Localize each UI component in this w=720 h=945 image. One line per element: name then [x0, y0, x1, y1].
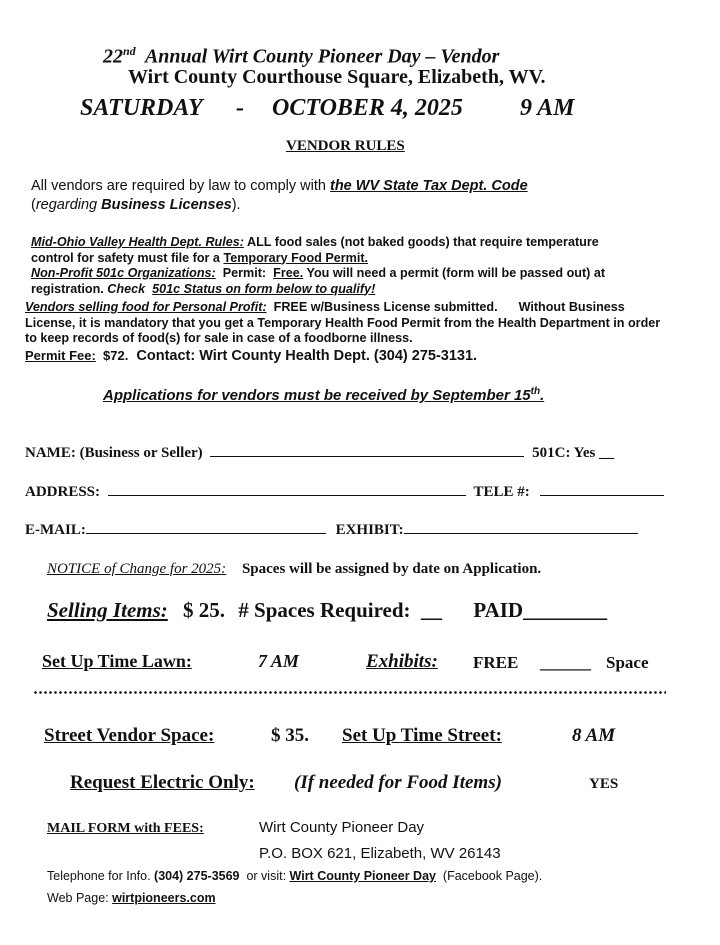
- exhibit-input-line[interactable]: [404, 533, 638, 534]
- tele-label: TELE #:: [473, 484, 530, 500]
- exhibits-label: Exhibits:: [366, 651, 438, 672]
- tax-paren-close: ).: [231, 197, 241, 213]
- tax-regarding: regarding: [35, 197, 102, 213]
- event-dash: -: [236, 95, 244, 121]
- exhibit-space-blank[interactable]: ______: [540, 653, 591, 672]
- contact-facebook: (Facebook Page).: [435, 869, 543, 883]
- name-label: NAME: (Business or Seller): [25, 445, 203, 461]
- mail-org: Wirt County Pioneer Day: [259, 819, 425, 836]
- name-field-row: [25, 445, 614, 462]
- permit-fee-label: Permit Fee:: [25, 348, 96, 363]
- event-date: OCTOBER 4, 2025: [272, 95, 463, 121]
- website-link[interactable]: wirtpioneers.com: [112, 891, 216, 905]
- email-field-row: [25, 522, 638, 539]
- profit-vendor-rules: [25, 300, 665, 347]
- event-time: 9 AM: [520, 95, 575, 121]
- setup-lawn-label: Set Up Time Lawn:: [42, 651, 192, 671]
- email-input-line[interactable]: [86, 533, 326, 534]
- nonprofit-text: You will need a permit (form will be passed out) at registration.: [31, 266, 606, 296]
- tele-input-line[interactable]: [540, 495, 664, 496]
- contact-phone: (304) 275-3569: [154, 869, 240, 883]
- profit-vendor-text: FREE w/Business License submitted. Without Business License, it is mandatory that you get a Temporary Health Food Permit from the Health Department in order to keep records of food(s) for sale in case of a foodborne illness.: [25, 300, 664, 345]
- title-text: Annual Wirt County Pioneer Day – Vendor: [135, 45, 500, 68]
- exhibit-space-label: Space: [606, 653, 649, 672]
- notice-label: NOTICE of Change for 2025:: [47, 561, 227, 577]
- contact-visit: or visit:: [239, 869, 290, 883]
- nonprofit-free: Free.: [273, 266, 304, 280]
- contact-lead: Telephone for Info.: [47, 869, 155, 883]
- contact-line: [47, 869, 542, 883]
- facebook-page-link[interactable]: Wirt County Pioneer Day: [289, 869, 436, 883]
- event-title: [103, 44, 499, 69]
- street-vendor-label: Street Vendor Space:: [44, 725, 215, 746]
- address-label: ADDRESS:: [25, 484, 101, 500]
- notice-text: Spaces will be assigned by date on Application.: [241, 561, 542, 577]
- spaces-required[interactable]: # Spaces Required: __: [238, 598, 443, 622]
- selling-items-label: Selling Items:: [47, 598, 168, 622]
- notice-line: [47, 561, 541, 578]
- nonprofit-check: Check: [107, 281, 153, 296]
- setup-street-time: 8 AM: [572, 725, 616, 746]
- tax-notice: [31, 177, 631, 215]
- address-input-line[interactable]: [108, 495, 466, 496]
- temporary-food-permit: Temporary Food Permit.: [223, 250, 369, 265]
- deadline-end: .: [540, 387, 545, 404]
- setup-lawn-time: 7 AM: [258, 651, 299, 671]
- nonprofit-rules: [31, 266, 651, 297]
- electric-yes[interactable]: YES: [589, 776, 619, 792]
- event-location: Wirt County Courthouse Square, Elizabeth, WV.: [128, 66, 546, 88]
- health-rules-label: Mid-Ohio Valley Health Dept. Rules:: [31, 235, 244, 249]
- 501c-label[interactable]: 501C: Yes __: [532, 445, 615, 461]
- web-line: [47, 891, 216, 905]
- vendor-rules-title: VENDOR RULES: [286, 138, 405, 154]
- deadline-suffix: th: [530, 386, 541, 397]
- dotted-separator: [33, 690, 666, 695]
- tax-lead: All vendors are required by law to comply with: [31, 178, 330, 194]
- name-input-line[interactable]: [210, 456, 524, 457]
- selling-items-row: [47, 598, 607, 623]
- tax-business-licenses: Business Licenses: [101, 197, 232, 213]
- application-deadline: [103, 386, 544, 404]
- permit-fee-line: [25, 348, 477, 364]
- health-dept-contact: Contact: Wirt County Health Dept. (304) 275-3131.: [128, 348, 478, 364]
- tax-paren-open: (: [31, 197, 36, 213]
- email-label: E-MAIL:: [25, 522, 86, 538]
- mail-form-label: MAIL FORM with FEES:: [47, 821, 204, 836]
- deadline-text: Applications for vendors must be received by September 15: [103, 387, 531, 404]
- nonprofit-status: 501c Status on form below to qualify!: [152, 281, 376, 296]
- profit-vendor-label: Vendors selling food for Personal Profit:: [25, 300, 267, 314]
- setup-street-label: Set Up Time Street:: [342, 725, 502, 746]
- address-field-row: [25, 484, 664, 501]
- mail-address: P.O. BOX 621, Elizabeth, WV 26143: [259, 845, 501, 862]
- edition-number: 22: [103, 45, 123, 68]
- edition-suffix: nd: [123, 44, 136, 58]
- exhibits-free: FREE: [473, 653, 519, 672]
- nonprofit-label: Non-Profit 501c Organizations:: [31, 266, 216, 280]
- exhibit-label: EXHIBIT:: [335, 522, 404, 538]
- health-rules: [31, 235, 631, 266]
- request-electric-label: Request Electric Only:: [70, 772, 255, 793]
- permit-fee-amount: $72.: [95, 348, 129, 363]
- health-rules-text: ALL food sales (not baked goods) that require temperature control for safety must file for a: [31, 235, 599, 265]
- web-lead: Web Page:: [47, 891, 113, 905]
- selling-items-price: $ 25.: [183, 598, 226, 622]
- tax-code: the WV State Tax Dept. Code: [330, 178, 528, 194]
- street-vendor-price: $ 35.: [271, 725, 309, 746]
- paid-field[interactable]: PAID________: [473, 598, 608, 622]
- nonprofit-permit-lead: Permit:: [215, 266, 274, 280]
- event-day: SATURDAY: [80, 95, 203, 121]
- request-electric-note: (If needed for Food Items): [294, 772, 502, 793]
